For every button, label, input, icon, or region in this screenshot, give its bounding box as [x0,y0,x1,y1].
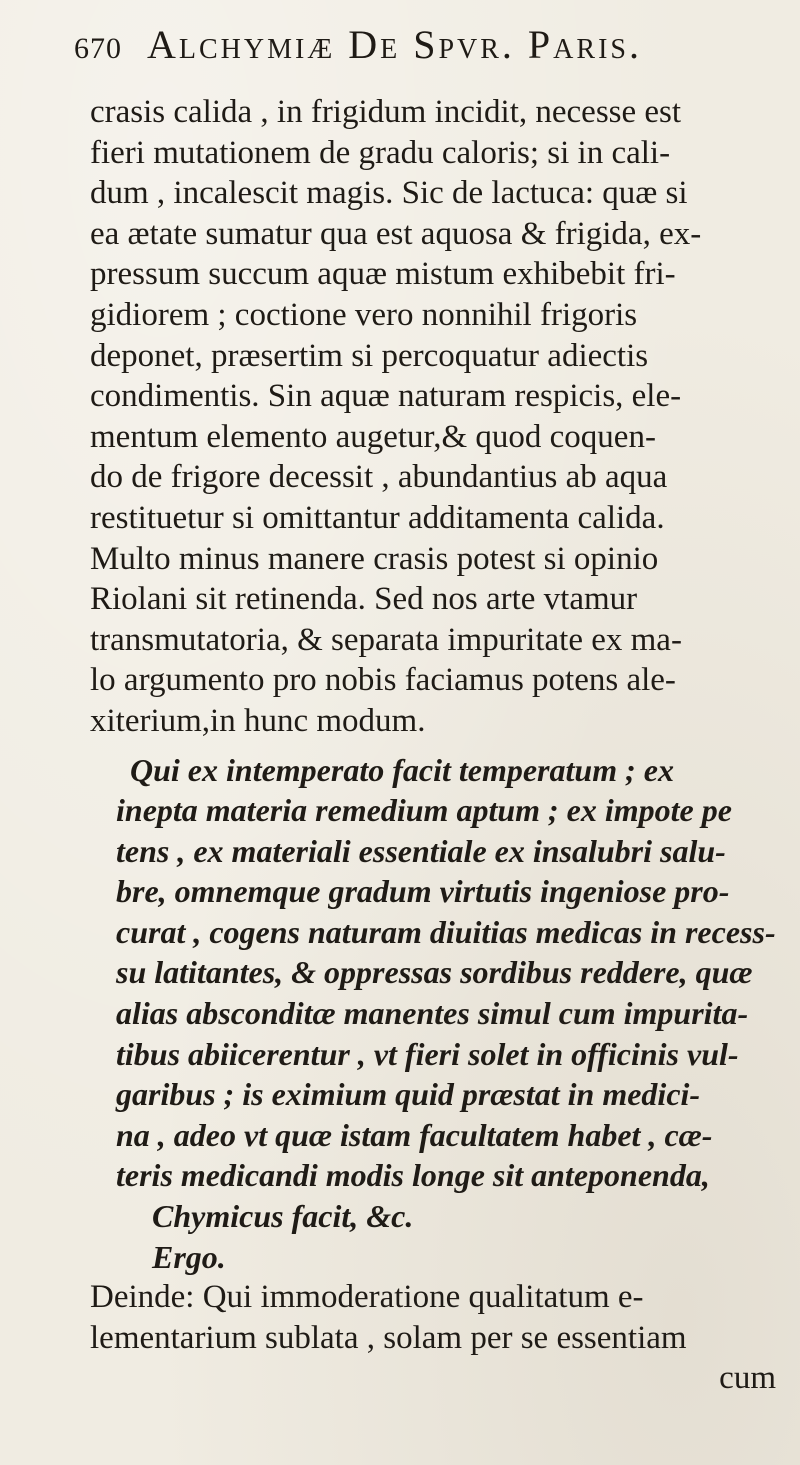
italic-line: na , adeo vt quæ istam facultatem habet , cæ- [116,1116,713,1153]
text-line: xiterium,in hunc modum. [90,702,426,739]
text-line: do de frigore decessit , abundantius ab aqua [90,459,668,496]
chymicus-line: Chymicus facit, &c. [152,1198,414,1235]
page-header [74,20,794,70]
italic-line: bre, omnemque gradum virtutis ingeniose pro- [116,873,730,910]
text-line: crasis calida , in frigidum incidit, necesse est [90,94,682,130]
catchword: cum [719,1360,776,1397]
text-line: gidiorem ; coctione vero nonnihil frigoris [90,296,638,333]
text-line: Riolani sit retinenda. Sed nos arte vtamur [90,581,638,618]
text-line: deponet, præsertim si percoquatur adiectis [90,337,649,374]
ergo-line: Ergo. [152,1238,226,1275]
text-line: lo argumento pro nobis faciamus potens ale- [90,662,676,699]
italic-line: su latitantes, & oppressas sordibus reddere, quæ [116,954,753,991]
text-line: mentum elemento augetur,& quod coquen- [90,418,656,455]
text-line: transmutatoria, & separata impuritate ex ma- [90,621,682,658]
running-title: Alchymiæ De Spvr. Paris. [147,22,642,67]
text-line: Multo minus manere crasis potest si opinio [90,540,659,577]
italic-line: tens , ex materiali essentiale ex insalubri salu- [116,832,726,869]
page-number: 670 [74,32,122,65]
text-line: dum , incalescit magis. Sic de lactuca: quæ si [90,175,688,212]
italic-line: tibus abiicerentur , vt fieri solet in officinis vul- [116,1035,739,1072]
text-line: ea ætate sumatur qua est aquosa & frigida, ex- [90,215,702,252]
italic-line: alias absconditæ manentes simul cum impurita- [116,995,749,1032]
text-line: pressum succum aquæ mistum exhibebit fri- [90,256,676,293]
text-line: restituetur si omittantur additamenta calida. [90,499,665,536]
text-line: condimentis. Sin aquæ naturam respicis, ele- [90,378,682,415]
italic-line: Qui ex intemperato facit temperatum ; ex [130,751,674,788]
italic-line: teris medicandi modis longe sit anteponenda, [116,1157,710,1194]
italic-line: garibus ; is eximium quid præstat in medici- [116,1076,701,1113]
italic-line: curat , cogens naturam diuitias medicas in recess- [116,913,776,950]
text-line: Deinde: Qui immoderatione qualitatum e- [90,1279,644,1316]
text-line: lementarium sublata , solam per se essentiam [90,1319,687,1356]
page-body [90,92,790,1399]
italic-line: inepta materia remedium aptum ; ex impote pe [116,792,732,829]
text-line: fieri mutationem de gradu caloris; si in cali- [90,134,671,171]
